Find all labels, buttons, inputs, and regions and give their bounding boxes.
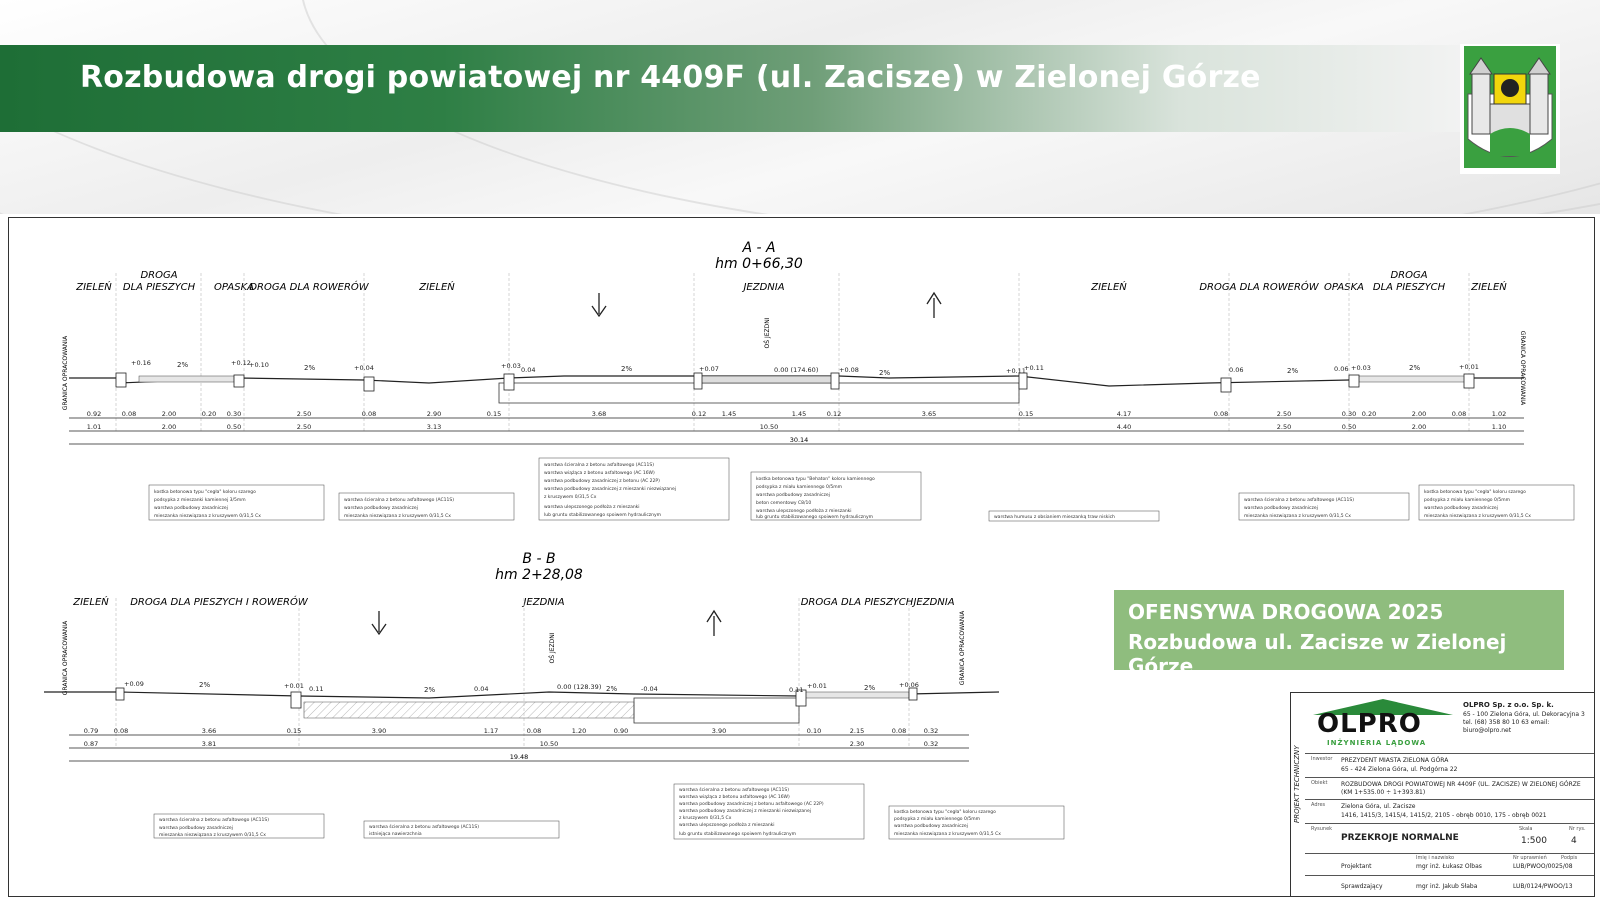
field-label: Obiekt xyxy=(1311,780,1328,786)
zone-label: DROGA DLA PIESZYCH I ROWERÓW xyxy=(130,597,308,608)
company-name: OLPRO Sp. z o.o. Sp. k. xyxy=(1463,701,1554,709)
divider xyxy=(1305,823,1594,824)
svg-text:warstwa wiążąca z betonu asfal: warstwa wiążąca z betonu asfaltowego (AC 16W) xyxy=(544,471,655,476)
svg-text:kostka betonowa typu "cegła" k: kostka betonowa typu "cegła" koloru szarego xyxy=(894,810,996,815)
svg-text:2.30: 2.30 xyxy=(849,740,865,748)
zone-label: ZIELEŃ xyxy=(1471,282,1507,293)
svg-text:0.79: 0.79 xyxy=(83,727,99,735)
svg-text:+0.06: +0.06 xyxy=(899,681,919,689)
svg-text:0.15: 0.15 xyxy=(286,727,302,735)
svg-text:warstwa podbudowy zasadniczej: warstwa podbudowy zasadniczej z mieszanki niezwiązanej xyxy=(679,809,811,814)
svg-text:0.00 (128.39): 0.00 (128.39) xyxy=(557,683,602,691)
svg-text:kostka betonowa typu "cegła" k: kostka betonowa typu "cegła" koloru szarego xyxy=(1424,490,1526,495)
plots: 1416, 1415/3, 1415/4, 1415/2, 2105 - obręb 0010, 175 - obręb 0021 xyxy=(1341,812,1547,819)
divider xyxy=(1305,777,1594,778)
field-label: Nr uprawnień xyxy=(1513,855,1547,861)
pavement-structure xyxy=(634,698,799,723)
dimension-total: 30.14 xyxy=(789,436,809,444)
zone-label: DROGA xyxy=(1390,270,1428,281)
svg-text:kostka betonowa typu "Behaton": kostka betonowa typu "Behaton" koloru kamiennego xyxy=(756,477,875,482)
svg-text:+0.01: +0.01 xyxy=(284,682,304,690)
svg-text:2%: 2% xyxy=(177,361,189,369)
investor: PREZYDENT MIASTA ZIELONA GÓRA xyxy=(1341,757,1449,764)
svg-text:podsypka z miału kamiennego 0/: podsypka z miału kamiennego 0/5mm xyxy=(756,485,842,490)
svg-text:3.90: 3.90 xyxy=(371,727,387,735)
field-label: Adres xyxy=(1311,802,1326,808)
svg-text:warstwa podbudowy zasadniczej: warstwa podbudowy zasadniczej xyxy=(1244,506,1318,511)
svg-text:warstwa podbudowy zasadniczej: warstwa podbudowy zasadniczej xyxy=(159,826,233,831)
svg-text:+0.11: +0.11 xyxy=(1024,364,1044,372)
dimension-total: 19.48 xyxy=(509,753,529,761)
layer-spec-tables xyxy=(149,458,1574,521)
section-aa xyxy=(62,240,1574,521)
svg-text:warstwa podbudowy zasadniczej: warstwa podbudowy zasadniczej xyxy=(154,506,228,511)
svg-text:0.30: 0.30 xyxy=(1341,410,1357,418)
svg-text:0.00 (174.60): 0.00 (174.60) xyxy=(774,366,819,374)
svg-text:2.90: 2.90 xyxy=(426,410,442,418)
svg-text:1.45: 1.45 xyxy=(721,410,737,418)
svg-text:+0.10: +0.10 xyxy=(249,361,269,369)
svg-text:mieszanka niezwiązana z kruszy: mieszanka niezwiązana z kruszywem 0/31,5 Cx xyxy=(1424,514,1531,519)
company-logo: OLPRO xyxy=(1317,709,1422,739)
svg-text:warstwa ścieralna z betonu asf: warstwa ścieralna z betonu asfaltowego (AC11S) xyxy=(544,463,655,468)
zone-label: DROGA DLA ROWERÓW xyxy=(249,282,369,293)
border-label: GRANICA OPRACOWANIA xyxy=(62,620,69,696)
svg-text:0.08: 0.08 xyxy=(113,727,129,735)
svg-text:0.06: 0.06 xyxy=(1229,366,1244,374)
svg-text:0.08: 0.08 xyxy=(891,727,907,735)
svg-text:3.13: 3.13 xyxy=(426,423,442,431)
elevation-labels xyxy=(124,680,919,694)
zone-label: DLA PIESZYCH xyxy=(122,282,196,293)
svg-text:0.20: 0.20 xyxy=(201,410,217,418)
svg-text:warstwa podbudowy zasadniczej: warstwa podbudowy zasadniczej xyxy=(344,506,418,511)
zone-label: JEZDNIA xyxy=(913,597,955,608)
svg-text:warstwa podbudowy zasadniczej: warstwa podbudowy zasadniczej xyxy=(894,824,968,829)
elevation-labels xyxy=(131,359,1479,375)
svg-text:+0.12: +0.12 xyxy=(231,359,251,367)
svg-text:podsypka z mieszanki kamiennej: podsypka z mieszanki kamiennej 3/5mm xyxy=(154,498,246,503)
svg-text:0.04: 0.04 xyxy=(474,685,489,693)
location: Zielona Góra, ul. Zacisze xyxy=(1341,803,1416,810)
svg-text:0.10: 0.10 xyxy=(806,727,822,735)
zone-label: JEZDNIA xyxy=(743,282,785,293)
zone-dividers xyxy=(116,273,1469,433)
svg-text:warstwa ścieralna z betonu asf: warstwa ścieralna z betonu asfaltowego (AC11S) xyxy=(679,788,790,793)
sheet-title: PRZEKROJE NORMALNE xyxy=(1341,833,1459,843)
svg-text:3.65: 3.65 xyxy=(921,410,937,418)
section-aa-station: hm 0+66,30 xyxy=(715,256,803,272)
svg-text:2.00: 2.00 xyxy=(1411,410,1427,418)
investor-address: 65 - 424 Zielona Góra, ul. Podgórna 22 xyxy=(1341,766,1458,773)
svg-text:lub gruntu stabilizowanego spo: lub gruntu stabilizowanego spoiwem hydraulicznym xyxy=(544,513,662,518)
pavement-structure xyxy=(304,702,634,718)
zone-dividers xyxy=(113,598,909,748)
scale: 1:500 xyxy=(1521,836,1547,846)
svg-text:0.90: 0.90 xyxy=(613,727,629,735)
zone-label: ZIELEŃ xyxy=(419,282,455,293)
zone-label: OPASKA xyxy=(1324,282,1364,293)
zone-label: DROGA DLA ROWERÓW xyxy=(1199,282,1319,293)
field-label: Rysunek xyxy=(1311,826,1333,832)
pavement-structure xyxy=(499,383,1019,403)
svg-text:0.30: 0.30 xyxy=(226,410,242,418)
svg-text:+0.09: +0.09 xyxy=(124,680,144,688)
svg-text:2%: 2% xyxy=(1287,367,1299,375)
svg-text:0.20: 0.20 xyxy=(1361,410,1377,418)
svg-text:0.06: 0.06 xyxy=(1334,365,1349,373)
svg-text:2.50: 2.50 xyxy=(1276,410,1292,418)
svg-text:0.11: 0.11 xyxy=(789,686,804,694)
role-designer: Projektant xyxy=(1341,863,1372,870)
field-label: Imię i nazwisko xyxy=(1416,855,1455,861)
svg-text:0.32: 0.32 xyxy=(923,727,939,735)
svg-text:podsypka z miału kamiennego 0/: podsypka z miału kamiennego 0/5mm xyxy=(894,817,980,822)
svg-text:2.15: 2.15 xyxy=(849,727,865,735)
svg-text:0.12: 0.12 xyxy=(826,410,842,418)
svg-text:mieszanka niezwiązana z kruszy: mieszanka niezwiązana z kruszywem 0/31,5 Cx xyxy=(894,832,1001,837)
svg-text:+0.11: +0.11 xyxy=(1006,367,1026,375)
svg-text:0.12: 0.12 xyxy=(691,410,707,418)
svg-text:0.50: 0.50 xyxy=(226,423,242,431)
callout-line1: OFENSYWA DROGOWA 2025 xyxy=(1128,600,1444,624)
svg-text:2%: 2% xyxy=(199,681,211,689)
svg-text:warstwa podbudowy zasadniczej: warstwa podbudowy zasadniczej z betonu asfaltowego (AC 22P) xyxy=(679,802,824,807)
field-label: Skala xyxy=(1519,826,1533,832)
zone-label: OPASKA xyxy=(214,282,254,293)
svg-text:beton cementowy C8/10: beton cementowy C8/10 xyxy=(756,501,812,506)
sheet-number: 4 xyxy=(1571,836,1577,846)
arrow-down-icon xyxy=(372,611,386,634)
svg-text:10.50: 10.50 xyxy=(539,740,559,748)
svg-text:4.17: 4.17 xyxy=(1116,410,1132,418)
svg-text:-0.04: -0.04 xyxy=(641,685,658,693)
svg-text:lub gruntu stabilizowanego spo: lub gruntu stabilizowanego spoiwem hydraulicznym xyxy=(756,515,874,520)
svg-text:warstwa wiążąca z betonu asfal: warstwa wiążąca z betonu asfaltowego (AC 16W) xyxy=(679,795,790,800)
border-label: GRANICA OPRACOWANIA xyxy=(62,335,69,411)
section-bb-station: hm 2+28,08 xyxy=(495,567,583,583)
svg-text:+0.16: +0.16 xyxy=(131,359,151,367)
svg-text:0.15: 0.15 xyxy=(486,410,502,418)
svg-text:+0.01: +0.01 xyxy=(807,682,827,690)
zone-label: JEZDNIA xyxy=(523,597,565,608)
svg-text:warstwa humusu z obsianiem mie: warstwa humusu z obsianiem mieszanką traw niskich xyxy=(994,515,1115,520)
svg-text:0.87: 0.87 xyxy=(83,740,99,748)
svg-text:podsypka z miału kamiennego 0/: podsypka z miału kamiennego 0/5mm xyxy=(1424,498,1510,503)
company-logo-sub: INŻYNIERIA LĄDOWA xyxy=(1327,739,1427,747)
sidewalk-layer xyxy=(139,376,234,382)
section-aa-title: A - A xyxy=(742,240,776,256)
border-label: GRANICA OPRACOWANIA xyxy=(1519,330,1526,406)
svg-text:z kruszywem 0/31,5 Cx: z kruszywem 0/31,5 Cx xyxy=(679,816,732,821)
svg-text:+0.08: +0.08 xyxy=(839,366,859,374)
dimension-values-row1 xyxy=(87,410,1506,418)
svg-text:2%: 2% xyxy=(1409,364,1421,372)
svg-text:+0.01: +0.01 xyxy=(1459,363,1479,371)
svg-text:2%: 2% xyxy=(424,686,436,694)
svg-text:0.11: 0.11 xyxy=(309,685,324,693)
svg-text:z kruszywem 0/31,5 Cx: z kruszywem 0/31,5 Cx xyxy=(544,495,597,500)
designer-license: LUB/PWOO/0025/08 xyxy=(1513,863,1573,870)
svg-text:0.50: 0.50 xyxy=(1341,423,1357,431)
svg-text:2.50: 2.50 xyxy=(296,423,312,431)
svg-text:warstwa ścieralna z betonu asf: warstwa ścieralna z betonu asfaltowego (AC11S) xyxy=(344,498,455,503)
arrow-up-icon xyxy=(707,611,721,636)
sidewalk-layer xyxy=(1359,376,1469,382)
svg-text:lub gruntu stabilizowanego spo: lub gruntu stabilizowanego spoiwem hydraulicznym xyxy=(679,832,797,837)
divider xyxy=(1305,799,1594,800)
svg-text:2%: 2% xyxy=(879,369,891,377)
checker-license: LUB/0124/PWOO/13 xyxy=(1513,883,1573,890)
role-checker: Sprawdzający xyxy=(1341,883,1383,890)
designer-name: mgr inż. Łukasz Olbas xyxy=(1416,863,1482,870)
svg-text:10.50: 10.50 xyxy=(759,423,779,431)
divider xyxy=(1305,853,1594,854)
svg-text:1.02: 1.02 xyxy=(1491,410,1507,418)
divider xyxy=(1305,875,1594,876)
svg-text:mieszanka niezwiązana z kruszy: mieszanka niezwiązana z kruszywem 0/31,5 Cx xyxy=(1244,514,1351,519)
svg-text:kostka betonowa typu "cegła" k: kostka betonowa typu "cegła" koloru szarego xyxy=(154,490,256,495)
zone-label: DROGA DLA PIESZYCH xyxy=(800,597,914,608)
svg-text:warstwa podbudowy zasadniczej: warstwa podbudowy zasadniczej xyxy=(1424,506,1498,511)
zone-label: ZIELEŃ xyxy=(1091,282,1127,293)
svg-text:1.01: 1.01 xyxy=(86,423,102,431)
dimension-values-row1 xyxy=(84,727,938,735)
svg-text:0.15: 0.15 xyxy=(1018,410,1034,418)
svg-text:2.50: 2.50 xyxy=(1276,423,1292,431)
svg-text:warstwa ulepszonego podłoża z: warstwa ulepszonego podłoża z mieszanki xyxy=(756,509,852,514)
arrow-up-icon xyxy=(927,293,941,318)
svg-text:0.08: 0.08 xyxy=(526,727,542,735)
svg-text:warstwa ścieralna z betonu asf: warstwa ścieralna z betonu asfaltowego (AC11S) xyxy=(369,825,480,830)
svg-text:warstwa ulepszonego podłoża z: warstwa ulepszonego podłoża z mieszanki xyxy=(544,505,640,510)
svg-text:mieszanka niezwiązana z kruszy: mieszanka niezwiązana z kruszywem 0/31,5 Cx xyxy=(154,514,261,519)
axis-label: OŚ JEZDNI xyxy=(549,632,556,664)
svg-text:2%: 2% xyxy=(304,364,316,372)
svg-text:1.17: 1.17 xyxy=(483,727,499,735)
svg-text:warstwa podbudowy zasadniczej: warstwa podbudowy zasadniczej z mieszanki niezwiązanej xyxy=(544,487,676,492)
company-address: 65 - 100 Zielona Góra, ul. Dekoracyjna 3 tel. (68) 358 80 10 63 email: biuro@olpro.net xyxy=(1463,711,1585,734)
svg-text:+0.04: +0.04 xyxy=(354,364,374,372)
dimension-values-row2 xyxy=(84,740,938,748)
callout-box xyxy=(1114,590,1564,678)
title-block xyxy=(1290,692,1595,897)
svg-text:+0.03: +0.03 xyxy=(1351,364,1371,372)
svg-text:2.00: 2.00 xyxy=(1411,423,1427,431)
pavement-layer xyxy=(699,376,834,383)
city-crest-icon xyxy=(1460,44,1560,174)
svg-text:0.08: 0.08 xyxy=(1213,410,1229,418)
svg-text:1.45: 1.45 xyxy=(791,410,807,418)
zone-label: ZIELEŃ xyxy=(73,597,109,608)
svg-text:1.20: 1.20 xyxy=(571,727,587,735)
svg-text:+0.07: +0.07 xyxy=(699,365,719,373)
svg-text:istniejąca nawierzchnia: istniejąca nawierzchnia xyxy=(369,832,422,837)
checker-name: mgr inż. Jakub Słaba xyxy=(1416,883,1478,890)
border-label: GRANICA OPRACOWANIA xyxy=(959,610,966,686)
svg-text:2%: 2% xyxy=(621,365,633,373)
axis-label: OŚ JEZDNI xyxy=(764,317,771,349)
svg-text:3.68: 3.68 xyxy=(591,410,607,418)
field-label: Inwestor xyxy=(1311,756,1333,762)
svg-text:mieszanka niezwiązana z kruszy: mieszanka niezwiązana z kruszywem 0/31,5 Cx xyxy=(344,514,451,519)
zone-label: ZIELEŃ xyxy=(76,282,112,293)
svg-text:warstwa ulepszonego podłoża z: warstwa ulepszonego podłoża z mieszanki xyxy=(679,823,775,828)
svg-text:2.00: 2.00 xyxy=(161,410,177,418)
svg-text:warstwa ścieralna z betonu asf: warstwa ścieralna z betonu asfaltowego (AC11S) xyxy=(159,818,270,823)
svg-text:mieszanka niezwiązana z kruszy: mieszanka niezwiązana z kruszywem 0/31,5 Cx xyxy=(159,833,266,838)
field-label: Podpis xyxy=(1561,855,1578,861)
svg-text:2.50: 2.50 xyxy=(296,410,312,418)
svg-text:0.08: 0.08 xyxy=(1451,410,1467,418)
svg-text:warstwa podbudowy zasadniczej: warstwa podbudowy zasadniczej xyxy=(756,493,830,498)
sidewalk-layer xyxy=(804,692,909,698)
object: ROZBUDOWA DROGI POWIATOWEJ NR 4409F (UL. ZACISZE) W ZIELONEJ GÓRZE (KM 1+535.00 ÷ 1+393.81) xyxy=(1341,781,1581,796)
section-bb xyxy=(44,551,1064,839)
svg-text:2%: 2% xyxy=(606,685,618,693)
svg-text:0.92: 0.92 xyxy=(86,410,102,418)
svg-text:2%: 2% xyxy=(864,684,876,692)
svg-text:0.04: 0.04 xyxy=(521,366,536,374)
svg-text:3.81: 3.81 xyxy=(201,740,217,748)
zone-label: DLA PIESZYCH xyxy=(1372,282,1446,293)
svg-text:3.66: 3.66 xyxy=(201,727,217,735)
svg-text:2.00: 2.00 xyxy=(161,423,177,431)
dimension-values-row2 xyxy=(87,423,1506,431)
svg-text:1.10: 1.10 xyxy=(1491,423,1507,431)
section-bb-title: B - B xyxy=(522,551,556,567)
divider xyxy=(1305,753,1594,754)
title-block-side-label: PROJEKT TECHNICZNY xyxy=(1293,745,1301,823)
svg-text:4.40: 4.40 xyxy=(1116,423,1132,431)
page-title: Rozbudowa drogi powiatowej nr 4409F (ul. Zacisze) w Zielonej Górze xyxy=(80,60,1261,95)
layer-spec-tables xyxy=(154,784,1064,839)
callout-line2: Rozbudowa ul. Zacisze w Zielonej Górze xyxy=(1128,630,1507,678)
zone-label: DROGA xyxy=(140,270,178,281)
svg-text:0.08: 0.08 xyxy=(361,410,377,418)
svg-text:3.90: 3.90 xyxy=(711,727,727,735)
arrow-down-icon xyxy=(592,293,606,316)
svg-text:warstwa podbudowy zasadniczej: warstwa podbudowy zasadniczej z betonu (AC 22P) xyxy=(544,479,660,484)
svg-text:+0.03: +0.03 xyxy=(501,362,521,370)
svg-text:0.08: 0.08 xyxy=(121,410,137,418)
svg-text:0.32: 0.32 xyxy=(923,740,939,748)
svg-text:warstwa ścieralna z betonu asf: warstwa ścieralna z betonu asfaltowego (AC11S) xyxy=(1244,498,1355,503)
field-label: Nr rys. xyxy=(1569,826,1586,832)
